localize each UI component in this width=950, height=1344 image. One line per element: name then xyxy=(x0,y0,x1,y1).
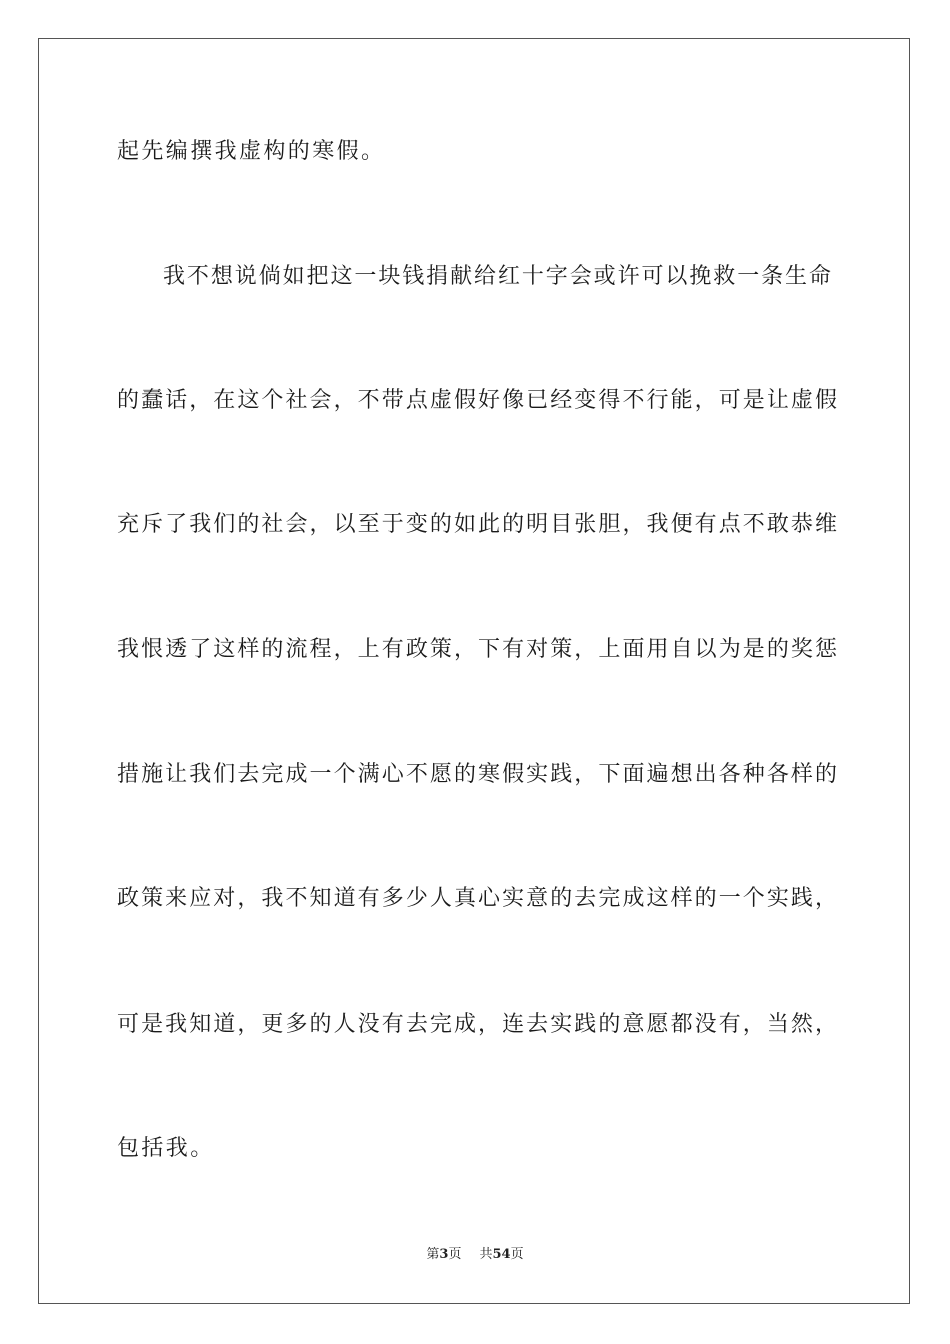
body-line-3: 的蠢话，在这个社会，不带点虚假好像已经变得不行能，可是让虚假 xyxy=(117,388,837,413)
total-pages: 54 xyxy=(492,1247,511,1262)
total-prefix: 共 xyxy=(479,1247,493,1262)
footer-prefix: 第 xyxy=(426,1247,440,1262)
page-border xyxy=(38,38,910,1304)
body-line-6: 措施让我们去完成一个满心不愿的寒假实践，下面遍想出各种各样的 xyxy=(117,762,837,787)
body-line-1: 起先编撰我虚构的寒假。 xyxy=(117,139,386,164)
body-line-5: 我恨透了这样的流程，上有政策，下有对策，上面用自以为是的奖惩 xyxy=(117,637,837,662)
total-suffix: 页 xyxy=(510,1247,524,1262)
page-footer xyxy=(0,1246,950,1264)
body-line-2: 我不想说倘如把这一块钱捐献给红十字会或许可以挽救一条生命 xyxy=(163,264,831,289)
body-line-7: 政策来应对，我不知道有多少人真心实意的去完成这样的一个实践， xyxy=(117,886,837,911)
page-number: 3 xyxy=(439,1247,449,1262)
body-line-4: 充斥了我们的社会，以至于变的如此的明目张胆，我便有点不敢恭维 xyxy=(117,512,837,537)
body-line-8: 可是我知道，更多的人没有去完成，连去实践的意愿都没有，当然， xyxy=(117,1012,837,1037)
page-suffix: 页 xyxy=(448,1247,462,1262)
body-line-9: 包括我。 xyxy=(117,1136,215,1161)
